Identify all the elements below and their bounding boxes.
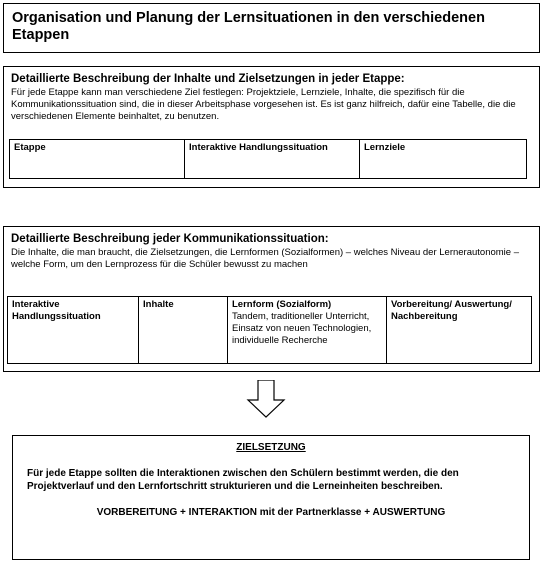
- comm-table-col-inhalte: Inhalte: [139, 297, 228, 364]
- section2-text: Die Inhalte, die man braucht, die Zielsetzungen, die Lernformen (Sozialformen) – welches Niveau der Lernerautonomie – welche Form, um den Lernprozess für die Schüler bewusst zu machen: [11, 247, 519, 270]
- lernform-heading: Lernform (Sozialform): [232, 299, 332, 310]
- down-arrow-icon: [246, 380, 286, 418]
- goal-text: Für jede Etappe sollten die Interaktionen zwischen den Schülern bestimmt werden, die den Projektverlauf und den Lernfortschritt strukturieren und die Lerneinheiten beschreiben.: [27, 468, 459, 492]
- goal-title: ZIELSETZUNG: [236, 442, 306, 453]
- comm-table-col-vorbereitung: Vorbereitung/ Auswertung/ Nachbereitung: [387, 297, 532, 364]
- communication-situation-section: [3, 226, 540, 372]
- content-description-section: [3, 66, 540, 188]
- section1-text: Für jede Etappe kann man verschiedene Ziel festlegen: Projektziele, Lernziele, Inhalte, die spezifisch für die Kommunikationssituation sind, die in dieser Arbeitsphase vorgesehen ist. Es ist ganz hilfreich, dafür eine Tabelle, die die verschiedenen Elemente beinhaltet, zu benutzen.: [11, 87, 516, 122]
- section2-heading: Detaillierte Beschreibung jeder Kommunikationssituation:: [11, 233, 329, 245]
- goal-formula: VORBEREITUNG + INTERAKTION mit der Partnerklasse + AUSWERTUNG: [96, 507, 446, 518]
- comm-table-col-lernform: [228, 297, 387, 364]
- lernform-description: Tandem, traditioneller Unterricht, Einsatz von neuen Technologien, individuelle Recherche: [232, 311, 372, 346]
- stage-table: [9, 139, 527, 179]
- comm-table-col-handlungssituation: Interaktive Handlungssituation: [8, 297, 139, 364]
- title-box: [3, 3, 540, 53]
- goal-box: [12, 435, 530, 560]
- section1-heading: Detaillierte Beschreibung der Inhalte und Zielsetzungen in jeder Etappe:: [11, 73, 405, 85]
- stage-table-col-etappe: Etappe: [10, 140, 185, 179]
- stage-table-col-handlungssituation: Interaktive Handlungssituation: [185, 140, 360, 179]
- stage-table-col-lernziele: Lernziele: [360, 140, 527, 179]
- page-title: Organisation und Planung der Lernsituationen in den verschiedenen Etappen: [12, 10, 485, 43]
- communication-table: [7, 296, 532, 364]
